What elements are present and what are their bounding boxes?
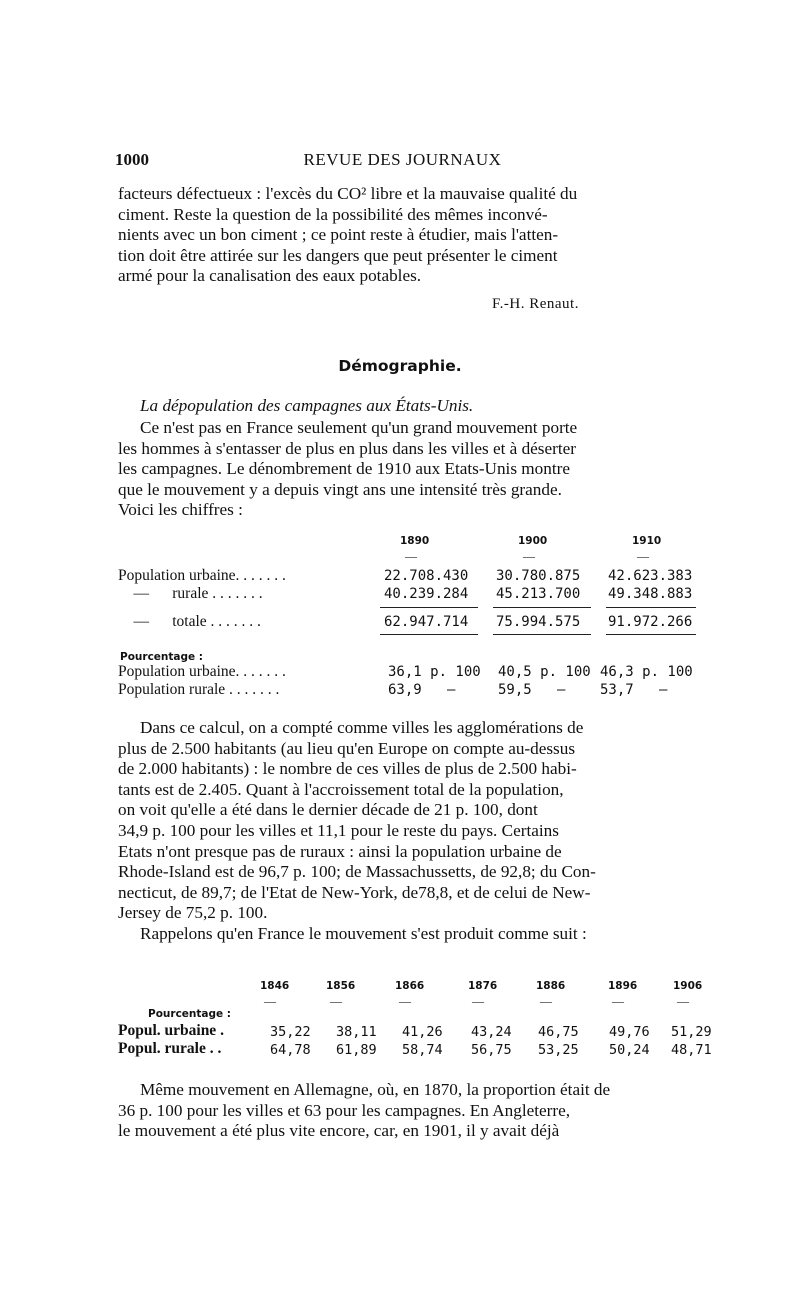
row-label: — totale . . . . . . . bbox=[118, 613, 261, 630]
percentage-title: Pourcentage : bbox=[148, 1008, 231, 1020]
article-subtitle: La dépopulation des campagnes aux États-Unis. bbox=[140, 396, 474, 415]
table-cell: 40,5 p. 100 bbox=[498, 664, 591, 680]
table-cell: 61,89 bbox=[336, 1042, 377, 1058]
text-line: nients avec un bon ciment ; ce point reste à étudier, mais l'atten- bbox=[118, 225, 559, 245]
column-year: 1900 bbox=[518, 535, 548, 547]
column-year: 1906 bbox=[673, 980, 703, 992]
column-year: 1876 bbox=[468, 980, 498, 992]
row-label: Popul. urbaine . bbox=[118, 1022, 224, 1039]
text-line: le mouvement a été plus vite encore, car, en 1901, il y avait déjà bbox=[118, 1121, 560, 1141]
text-line: 36 p. 100 pour les villes et 63 pour les campagnes. En Angleterre, bbox=[118, 1100, 571, 1120]
text-line: necticut, de 89,7; de l'Etat de New-York, de78,8, et de celui de New- bbox=[118, 882, 591, 902]
table-cell: 45.213.700 bbox=[496, 586, 581, 602]
table-cell: 43,24 bbox=[471, 1024, 512, 1040]
text-line: Etats n'ont presque pas de ruraux : ainsi la population urbaine de bbox=[118, 841, 562, 861]
table-cell: 49,76 bbox=[609, 1024, 650, 1040]
text-line: Jersey de 75,2 p. 100. bbox=[118, 903, 268, 923]
text-line: plus de 2.500 habitants (au lieu qu'en Europe on compte au-dessus bbox=[118, 738, 576, 758]
running-title: REVUE DES JOURNAUX bbox=[303, 150, 502, 169]
total-rule bbox=[493, 634, 591, 635]
table-cell: 38,11 bbox=[336, 1024, 377, 1040]
sum-rule bbox=[380, 607, 478, 608]
table-cell: 53,7 — bbox=[600, 682, 668, 698]
table-cell: 46,3 p. 100 bbox=[600, 664, 693, 680]
text-line: on voit qu'elle a été dans le dernier décade de 21 p. 100, dont bbox=[118, 800, 538, 820]
table-cell: 30.780.875 bbox=[496, 568, 581, 584]
page-header bbox=[115, 150, 690, 174]
section-title: Démographie. bbox=[338, 357, 462, 375]
row-label: Population rurale . . . . . . . bbox=[118, 681, 280, 698]
table-cell: 63,9 — bbox=[388, 682, 456, 698]
table-cell: 41,26 bbox=[402, 1024, 443, 1040]
column-year: 1910 bbox=[632, 535, 662, 547]
column-dash: — bbox=[677, 994, 689, 1008]
column-year: 1886 bbox=[536, 980, 566, 992]
text-line: 34,9 p. 100 pour les villes et 11,1 pour le reste du pays. Certains bbox=[118, 820, 559, 840]
table-cell: 40.239.284 bbox=[384, 586, 469, 602]
sum-rule bbox=[606, 607, 696, 608]
text-line: Dans ce calcul, on a compté comme villes les agglomérations de bbox=[140, 718, 584, 737]
sum-rule bbox=[493, 607, 591, 608]
text-line: les hommes à s'entasser de plus en plus dans les villes et à déserter bbox=[118, 438, 576, 458]
table-cell: 35,22 bbox=[270, 1024, 311, 1040]
total-rule bbox=[606, 634, 696, 635]
column-dash: — bbox=[637, 549, 649, 563]
column-dash: — bbox=[264, 994, 276, 1008]
column-year: 1866 bbox=[395, 980, 425, 992]
column-year: 1890 bbox=[400, 535, 430, 547]
column-dash: — bbox=[405, 549, 417, 563]
table-cell: 58,74 bbox=[402, 1042, 443, 1058]
table-cell: 49.348.883 bbox=[608, 586, 693, 602]
table-cell: 56,75 bbox=[471, 1042, 512, 1058]
paragraph-2 bbox=[118, 718, 688, 945]
table-cell: 51,29 bbox=[671, 1024, 712, 1040]
column-dash: — bbox=[330, 994, 342, 1008]
column-dash: — bbox=[523, 549, 535, 563]
row-label: Popul. rurale . . bbox=[118, 1040, 222, 1057]
text-line: Ce n'est pas en France seulement qu'un grand mouvement porte bbox=[140, 418, 578, 437]
table-cell: 50,24 bbox=[609, 1042, 650, 1058]
text-line: tion doit être attirée sur les dangers que peut présenter le ciment bbox=[118, 245, 558, 265]
paragraph-1 bbox=[118, 418, 688, 521]
table-cell: 46,75 bbox=[538, 1024, 579, 1040]
column-dash: — bbox=[612, 994, 624, 1008]
table-cell: 62.947.714 bbox=[384, 614, 469, 630]
text-line: de 2.000 habitants) : le nombre de ces villes de plus de 2.500 habi- bbox=[118, 759, 577, 779]
text-line: Même mouvement en Allemagne, où, en 1870, la proportion était de bbox=[140, 1080, 611, 1099]
total-rule bbox=[380, 634, 478, 635]
table-cell: 64,78 bbox=[270, 1042, 311, 1058]
text-line: Rappelons qu'en France le mouvement s'est produit comme suit : bbox=[140, 923, 587, 943]
paragraph-3 bbox=[118, 1080, 688, 1142]
column-dash: — bbox=[472, 994, 484, 1008]
table-cell: 48,71 bbox=[671, 1042, 712, 1058]
column-year: 1856 bbox=[326, 980, 356, 992]
row-label: Population urbaine. . . . . . . bbox=[118, 567, 286, 584]
text-line: tants est de 2.405. Quant à l'accroissement total de la population, bbox=[118, 779, 564, 799]
row-label: — rurale . . . . . . . bbox=[118, 585, 263, 602]
percentage-title: Pourcentage : bbox=[120, 651, 203, 663]
table-cell: 22.708.430 bbox=[384, 568, 469, 584]
text-line: ciment. Reste la question de la possibilité des mêmes inconvé- bbox=[118, 204, 548, 224]
table-cell: 53,25 bbox=[538, 1042, 579, 1058]
text-line: Voici les chiffres : bbox=[118, 500, 243, 520]
row-label: Population urbaine. . . . . . . bbox=[118, 663, 286, 680]
text-line: facteurs défectueux : l'excès du CO² libre et la mauvaise qualité du bbox=[118, 184, 578, 203]
table-cell: 59,5 — bbox=[498, 682, 566, 698]
column-dash: — bbox=[540, 994, 552, 1008]
column-dash: — bbox=[399, 994, 411, 1008]
table-cell: 75.994.575 bbox=[496, 614, 581, 630]
text-line: les campagnes. Le dénombrement de 1910 aux Etats-Unis montre bbox=[118, 459, 570, 479]
table-cell: 42.623.383 bbox=[608, 568, 693, 584]
page-number: 1000 bbox=[115, 150, 149, 169]
author-signature: F.-H. Renaut. bbox=[492, 296, 579, 312]
text-line: que le mouvement y a depuis vingt ans une intensité très grande. bbox=[118, 479, 562, 499]
column-year: 1846 bbox=[260, 980, 290, 992]
intro-paragraph bbox=[118, 184, 688, 287]
table-cell: 36,1 p. 100 bbox=[388, 664, 481, 680]
text-line: armé pour la canalisation des eaux potables. bbox=[118, 266, 422, 286]
text-line: Rhode-Island est de 96,7 p. 100; de Massachussetts, de 92,8; du Con- bbox=[118, 862, 596, 882]
table-cell: 91.972.266 bbox=[608, 614, 693, 630]
column-year: 1896 bbox=[608, 980, 638, 992]
